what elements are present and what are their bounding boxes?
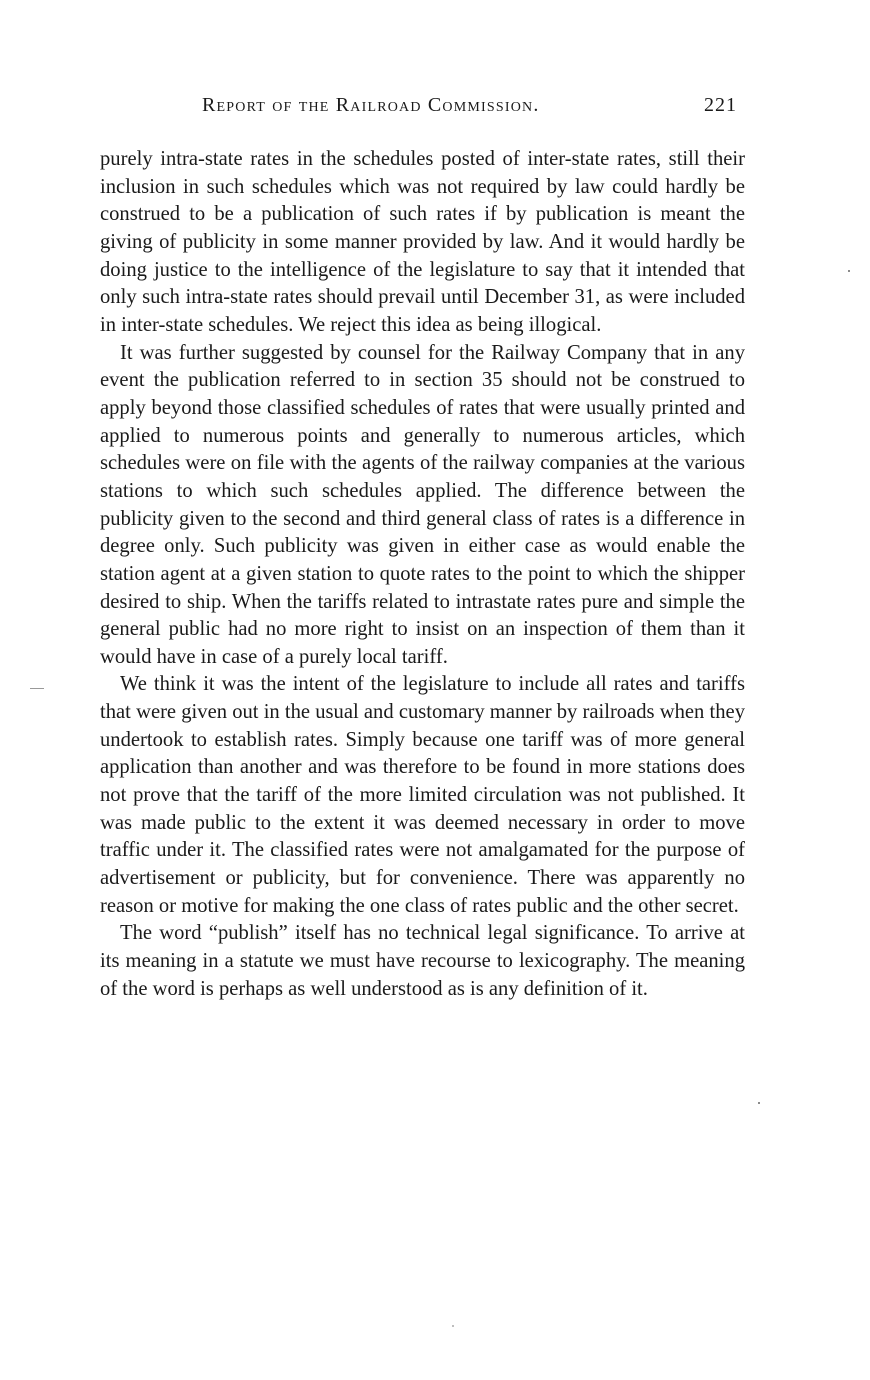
paragraph-1: purely intra-state rates in the schedules posted of inter-state rates, still their inclusion in such schedules which was not required by law could hardly be construed to be a publication of such rates if by publication is meant the giving of publicity in some manner provided by law. And it would hardly be doing justice to the intelligence of the legislature to say that it intended that only such intra-state rates should prevail until December 31, as were included in inter-state schedules. We reject this idea as being illogical. (100, 148, 745, 336)
paragraph-4: The word “publish” itself has no technical legal significance. To arrive at its meaning in a statute we must have recourse to lexicography. The meaning of the word is perhaps as well understood as is any definition of it. (100, 922, 745, 1000)
page-number: 221 (704, 94, 737, 116)
scan-speck (30, 688, 44, 689)
scan-speck (452, 1325, 454, 1327)
scan-speck (848, 270, 850, 272)
scan-speck (758, 1102, 760, 1104)
paragraph-3: We think it was the intent of the legislature to include all rates and tariffs that were given out in the usual and customary manner by railroads when they undertook to establish rates. Simply because one tariff was of more general application than another and was therefore to be found in more stations does not prove that the tariff of the more limited circulation was not published. It was made public to the extent it was deemed necessary in order to move traffic under it. The classified rates were not amalgamated for the purpose of advertisement or publicity, but for convenience. There was apparently no reason or motive for making the one class of rates public and the other secret. (100, 673, 745, 917)
running-header (100, 94, 745, 124)
paragraph-2: It was further suggested by counsel for the Railway Company that in any event the publication referred to in section 35 should not be construed to apply beyond those classified schedules of rates that were usually printed and applied to numerous points and generally to numerous articles, which schedules were on file with the agents of the railway companies at the various stations to which such schedules applied. The difference between the publicity given to the second and third general class of rates is a difference in degree only. Such publicity was given in either case as would enable the station agent at a given station to quote rates to the point to which the shipper desired to ship. When the tariffs related to intrastate rates pure and simple the general public had no more right to insist on an inspection of them than it would have in case of a purely local tariff. (100, 341, 745, 668)
body-text (100, 146, 745, 1003)
header-title: Report of the Railroad Commission. (202, 94, 540, 116)
